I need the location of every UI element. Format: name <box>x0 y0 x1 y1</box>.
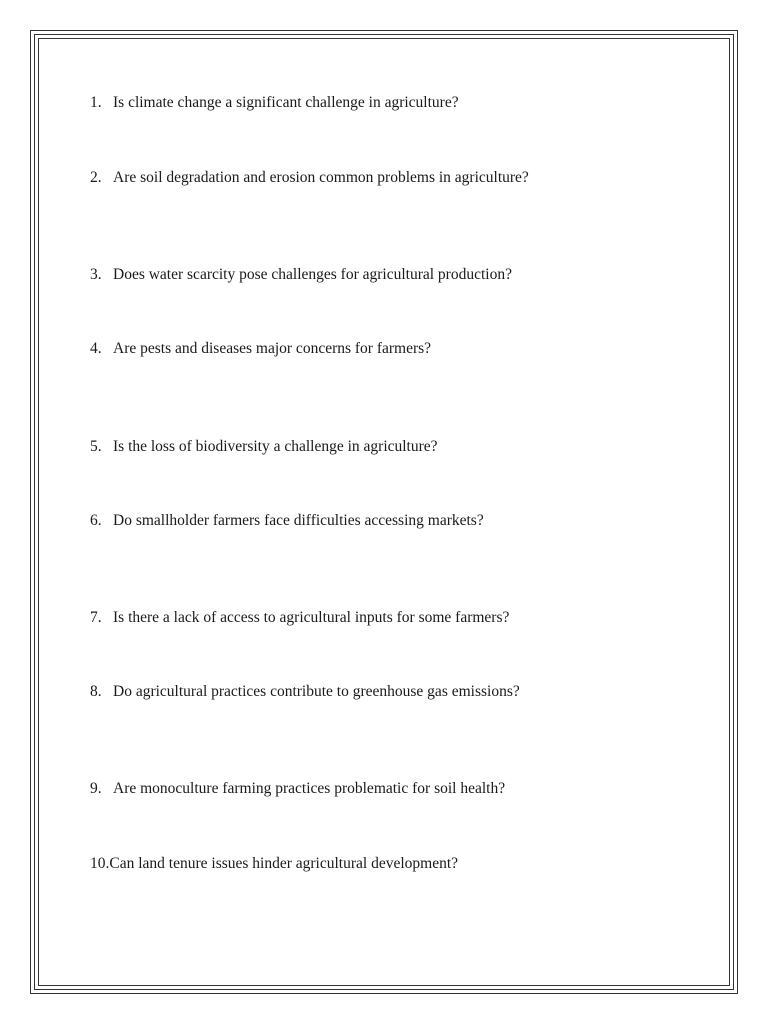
question-text: Is climate change a significant challenge in agriculture? <box>113 94 459 111</box>
question-text: Do agricultural practices contribute to greenhouse gas emissions? <box>113 683 520 700</box>
question-item <box>90 854 458 874</box>
question-item <box>90 779 505 799</box>
question-item <box>90 168 529 188</box>
question-number: 7. <box>90 609 102 626</box>
question-text: Do smallholder farmers face difficulties accessing markets? <box>113 512 484 529</box>
question-text: Is the loss of biodiversity a challenge in agriculture? <box>113 438 438 455</box>
question-item <box>90 608 509 628</box>
question-item <box>90 511 484 531</box>
question-number: 9. <box>90 780 102 797</box>
question-item <box>90 437 438 457</box>
question-item <box>90 265 512 285</box>
question-item <box>90 682 520 702</box>
question-number: 6. <box>90 512 102 529</box>
question-text: Can land tenure issues hinder agricultural development? <box>109 855 459 872</box>
question-text: Are soil degradation and erosion common problems in agriculture? <box>113 169 529 186</box>
question-number: 5. <box>90 438 102 455</box>
question-number: 2. <box>90 169 102 186</box>
question-text: Does water scarcity pose challenges for agricultural production? <box>113 266 512 283</box>
question-number: 8. <box>90 683 102 700</box>
question-number: 4. <box>90 340 102 357</box>
question-number: 1. <box>90 94 102 111</box>
question-item <box>90 93 459 113</box>
question-text: Is there a lack of access to agricultural inputs for some farmers? <box>113 609 510 626</box>
question-number: 10. <box>90 855 110 872</box>
question-text: Are monoculture farming practices problematic for soil health? <box>113 780 506 797</box>
question-number: 3. <box>90 266 102 283</box>
question-text: Are pests and diseases major concerns for farmers? <box>113 340 432 357</box>
question-item <box>90 339 431 359</box>
